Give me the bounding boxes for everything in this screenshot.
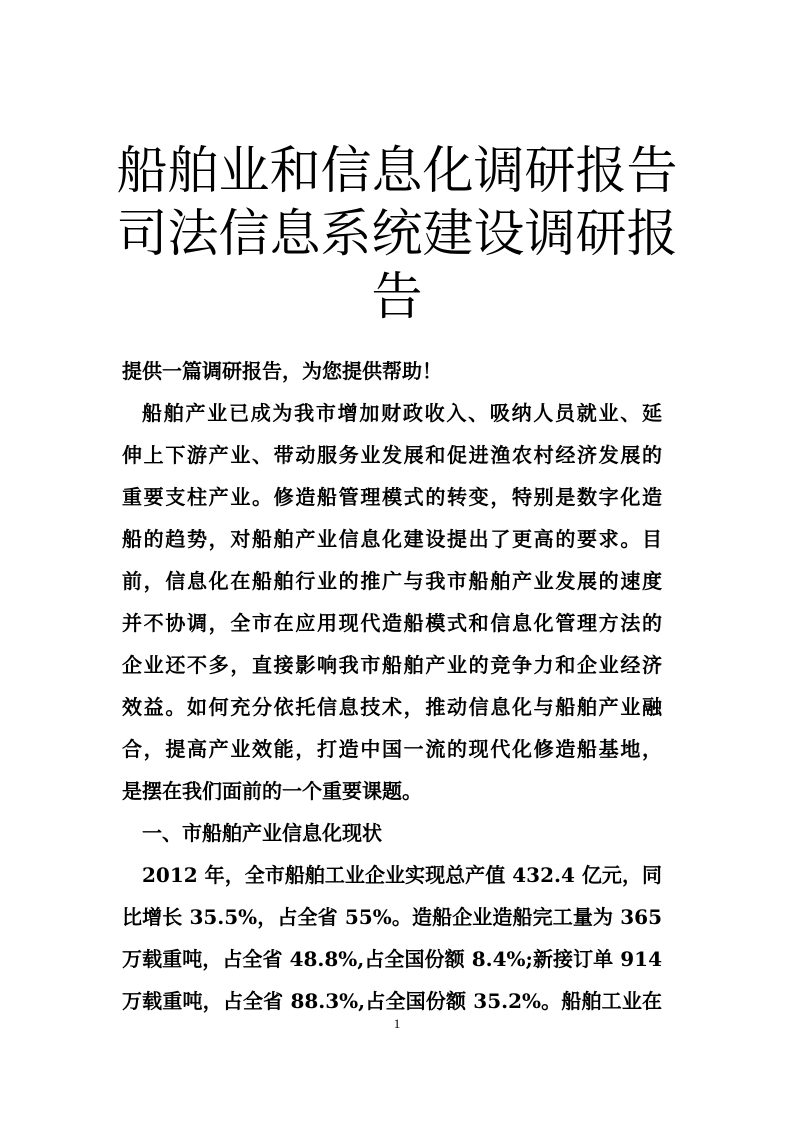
title-line-1: 船舶业和信息化调研报告 [116,142,678,201]
paragraph-1-line: 是摆在我们面前的一个重要课题。 [122,779,422,803]
paragraph-1-line: 伸上下游产业、带动服务业发展和促进渔农村经济发展的 [122,443,662,467]
paragraph-1 [122,392,662,812]
page-number: 1 [393,1016,401,1031]
paragraph-1-line: 船的趋势，对船舶产业信息化建设提出了更高的要求。目 [122,527,662,551]
title-line-2: 司法信息系统建设调研报 [116,205,678,264]
paragraph-2-line: 万载重吨，占全省 48.8%,占全国份额 8.4%;新接订单 914 [122,947,662,971]
document-body [122,350,662,1022]
section-heading: 一、市船舶产业信息化现状 [142,821,382,845]
paragraph-1-line: 效益。如何充分依托信息技术，推动信息化与船舶产业融 [122,695,662,719]
document-title [100,140,694,329]
paragraph-1-line: 企业还不多，直接影响我市船舶产业的竞争力和企业经济 [122,653,662,677]
paragraph-1-line: 船舶产业已成为我市增加财政收入、吸纳人员就业、延 [142,401,662,425]
paragraph-1-line: 并不协调，全市在应用现代造船模式和信息化管理方法的 [122,611,662,635]
paragraph-2-line: 万载重吨，占全省 88.3%,占全国份额 35.2%。船舶工业在 [122,989,662,1013]
paragraph-1-line: 合，提高产业效能，打造中国一流的现代化修造船基地， [122,737,662,761]
title-line-3: 告 [371,268,423,327]
paragraph-2-line: 2012 年，全市船舶工业企业实现总产值 432.4 亿元，同 [142,863,662,887]
paragraph-1-line: 重要支柱产业。修造船管理模式的转变，特别是数字化造 [122,485,662,509]
intro-text: 提供一篇调研报告，为您提供帮助！ [122,359,442,383]
paragraph-2-line: 比增长 35.5%，占全省 55%。造船企业造船完工量为 365 [122,905,662,929]
paragraph-2 [122,854,662,1022]
paragraph-1-line: 前，信息化在船舶行业的推广与我市船舶产业发展的速度 [122,569,662,593]
